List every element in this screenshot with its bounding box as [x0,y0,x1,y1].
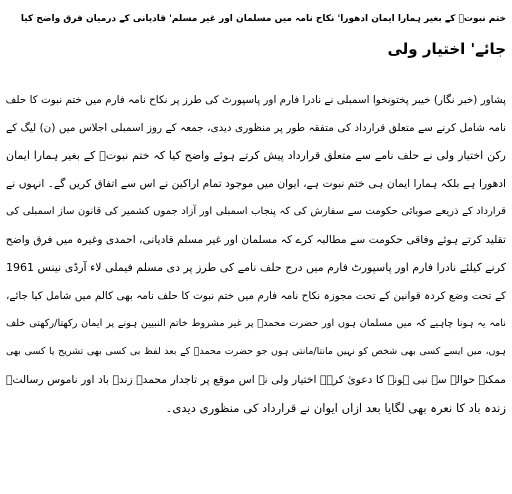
body-line: نامہ یہ ہونا چاہیے کہ میں مسلمان ہوں اور حضرت محمدؐ پر غیر مشروط خاتم النبیین ہونے پر ایمان رکھتا/رکھتی خلف [6,318,506,329]
body-line: ادھورا ہے بلکہ ہمارا ایمان ہی ختم نبوت ہے، ایوان میں موجود تمام اراکین نے اس سے اتفاق کریں گے۔ انہوں نے [6,177,506,190]
body-line: کرنے کیلئے نادرا فارم اور پاسپورٹ فارم میں درج حلف نامے کی طرز پر دی مسلم فیملی لاء آرڈی نینس 1961 [6,261,506,274]
headline-line-2: جائے' اختیار ولی [387,40,506,58]
body-line: کے تحت وضع کردہ قوانین کے تحت مجوزہ نکاح نامہ فارم میں ختم نبوت کا حلف نامہ بھی کالم میں شامل کیا جائے، [6,290,506,302]
body-line: رکن اختیار ولی نے حلف نامے سے متعلق قرارداد پیش کرتے ہوئے واضح کیا کہ ختم نبوتؐ کے بغیر ہمارا ایمان [6,149,506,162]
body-line-last: زندہ باد کا نعرہ بھی لگایا بعد ازاں ایوان نے قرارداد کی منظوری دیدی۔ [165,401,506,415]
body-line: تقلید کرتے ہوئے وفاقی حکومت سے مطالبہ کرے کہ مسلمان اور غیر مسلم قادیانی، احمدی وغیرہ میں فرق واضح [6,233,506,246]
body-line: ہوں، میں ایسے کسی بھی شخص کو نہیں مانتا/مانتی ہوں جو حضرت محمدؐ کے بعد لفظ بی کسی بھی تشریح یا کسی بھی [6,346,506,357]
headline-line-1: ختم نبوتؐ کے بغیر ہمارا ایمان ادھورا' نکاح نامہ میں مسلمان اور غیر مسلم' قادیانی کے درمیان فرق واضح کیا [20,14,506,24]
body-line: ممکنہ حوالے سے نبی ہونے کا دعویٰ کرے۔ اختیار ولی نے اس موقع پر تاجدار محمدؐ زندہ باد اور ناموس رسالتؐ [6,373,506,386]
body-line: قرارداد کے ذریعے صوبائی حکومت سے سفارش کی کہ پنجاب اسمبلی اور آزاد جموں کشمیر کی قانون ساز اسمبلی کی [6,206,506,217]
article-body [6,86,506,422]
headline [6,4,506,64]
body-line: نامہ شامل کرنے سے متعلق قرارداد کی متفقہ طور پر منظوری دیدی، جمعہ کے روز اسمبلی اجلاس میں (ن) لیگ کے [6,122,506,134]
body-line: پشاور (خبر نگار) خیبر پختونخوا اسمبلی نے نادرا فارم اور پاسپورٹ کی طرز پر نکاح نامہ فارم میں ختم نبوت کا حلف [6,94,506,106]
